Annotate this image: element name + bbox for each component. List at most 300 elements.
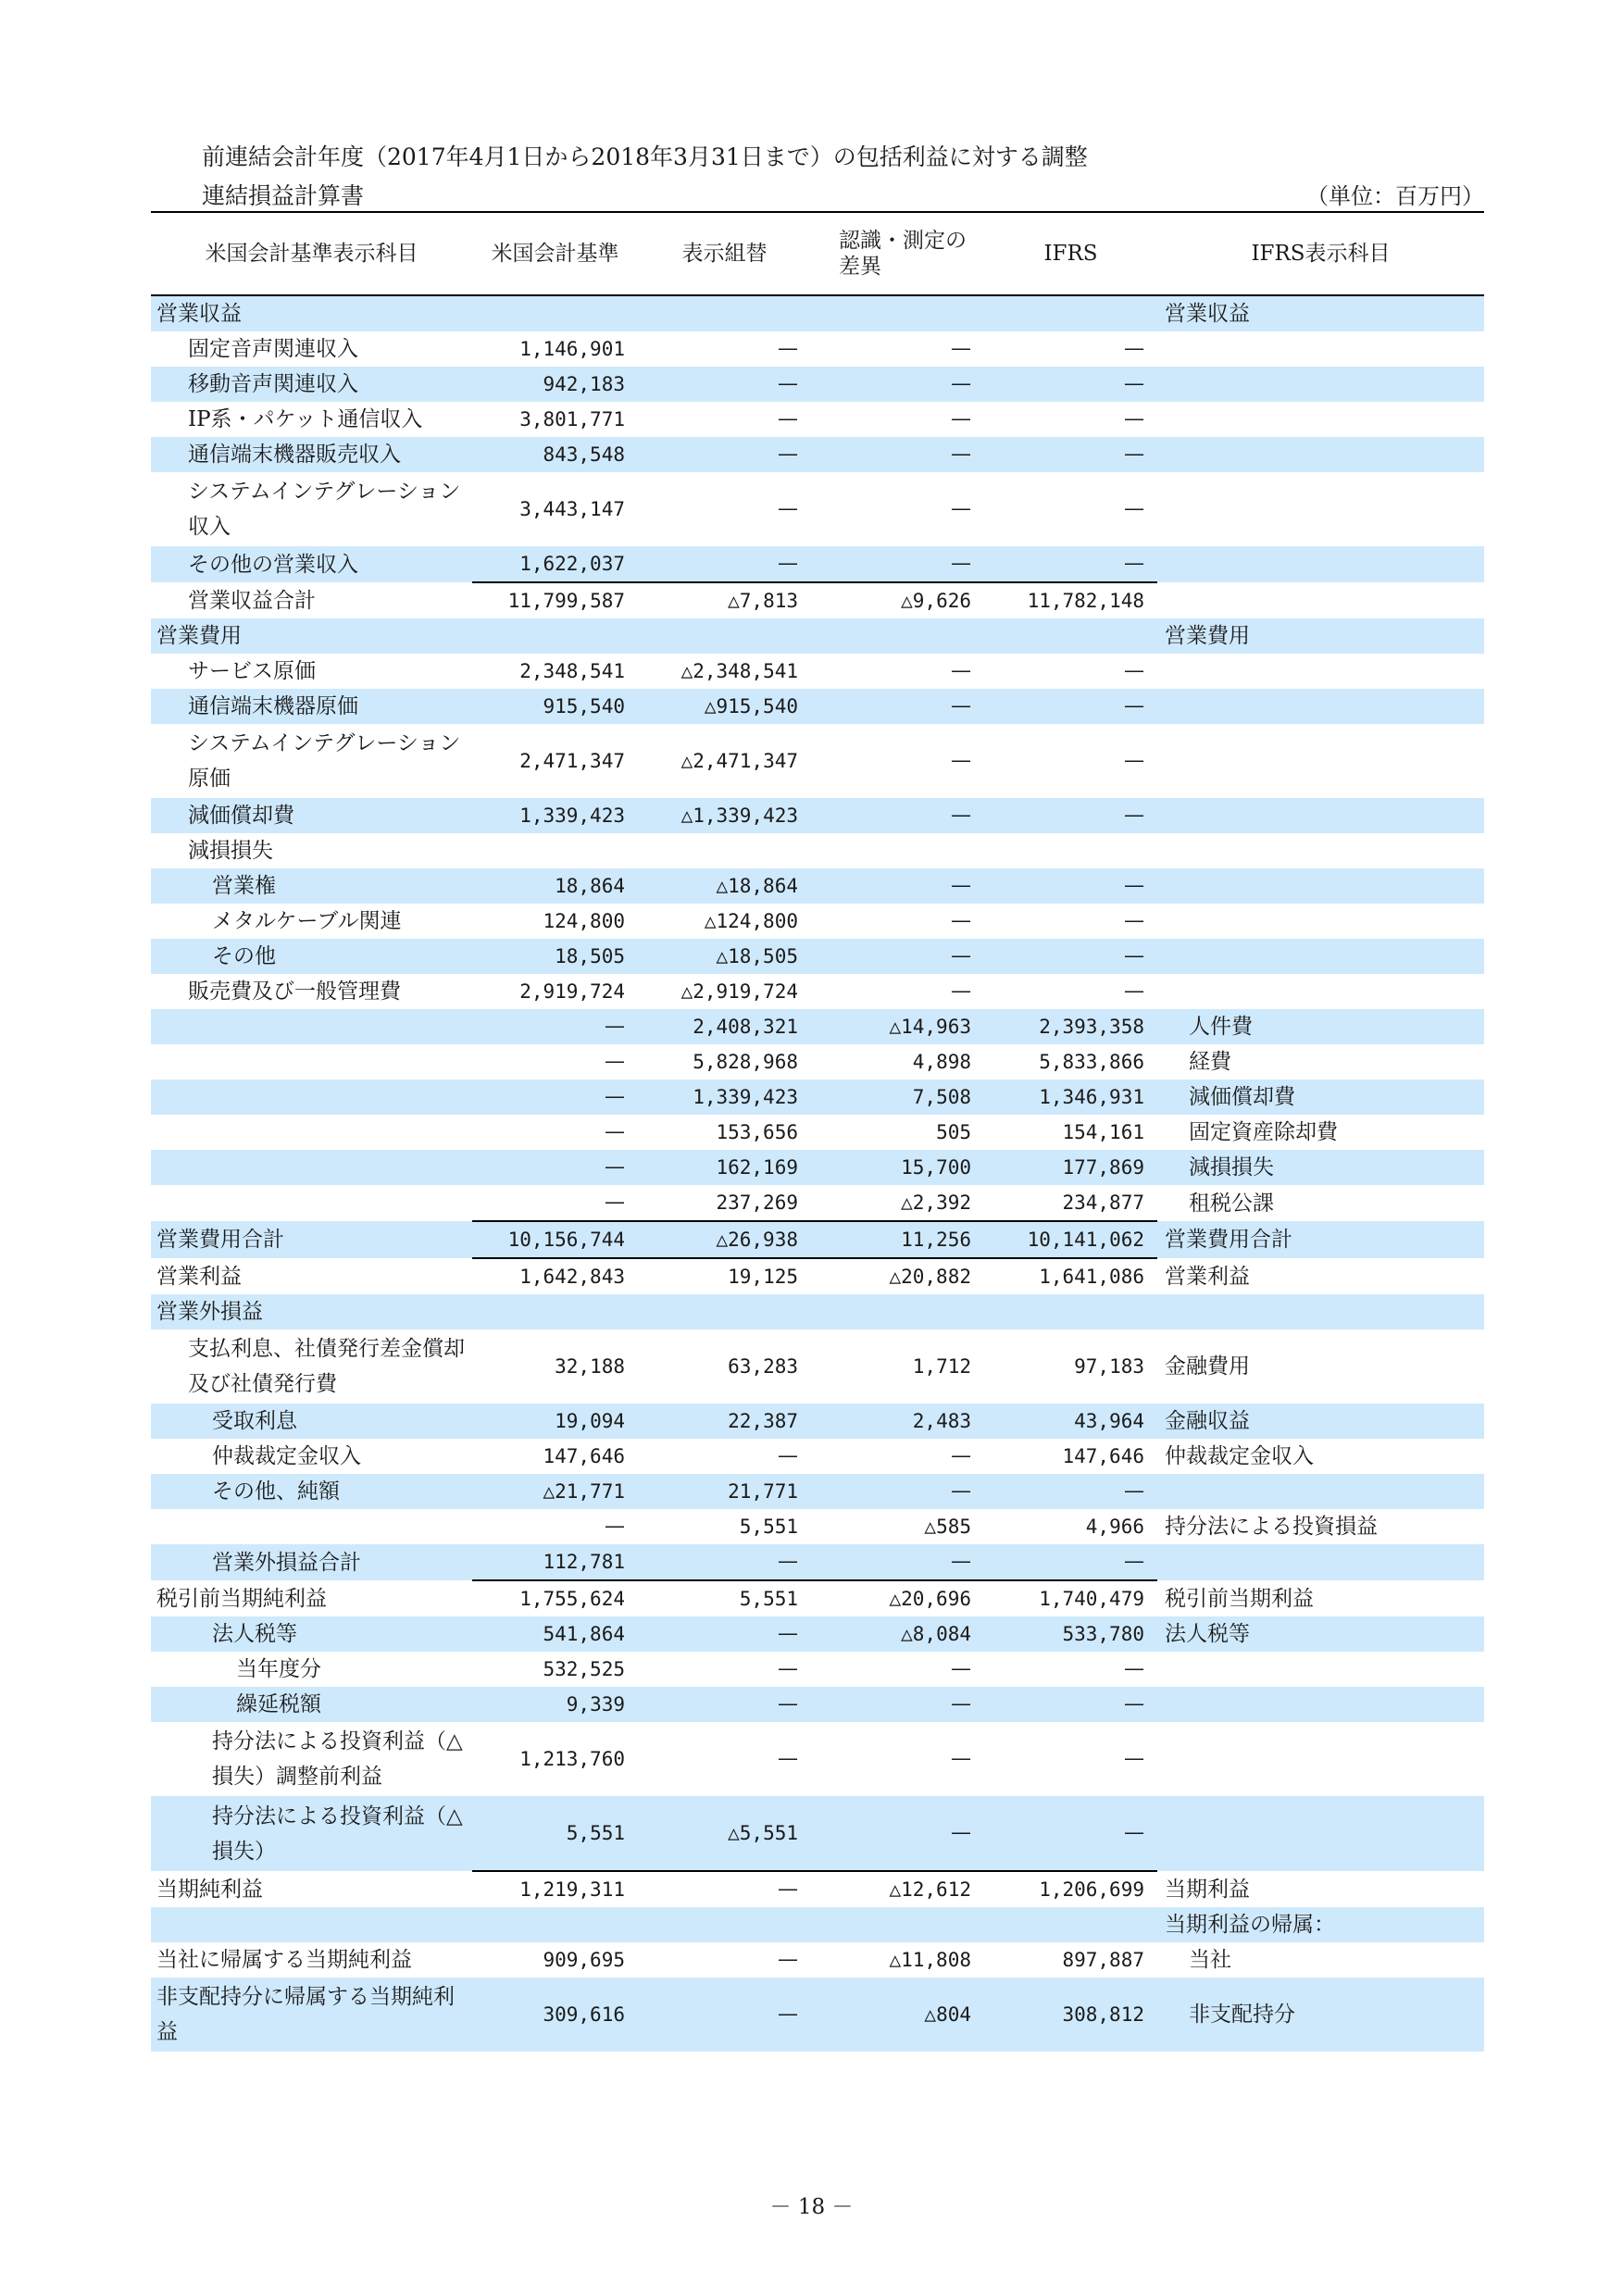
ifrs-value: 1,740,479 bbox=[984, 1580, 1157, 1616]
ifrs-value: — bbox=[984, 868, 1157, 904]
diff-value: △804 bbox=[811, 1978, 984, 2052]
row-label: 当社に帰属する当期純利益 bbox=[156, 1948, 412, 1972]
diff-value: — bbox=[951, 1747, 971, 1770]
usgaap-value: 2,471,347 bbox=[519, 750, 625, 772]
row-label bbox=[151, 1150, 472, 1185]
reclass-value bbox=[638, 295, 811, 331]
row-label: その他の営業収入 bbox=[151, 546, 472, 582]
row-label: 営業利益 bbox=[156, 1264, 242, 1289]
table-row bbox=[151, 1079, 1484, 1115]
row-label: 営業収益 bbox=[151, 295, 472, 331]
row-label: 減価償却費 bbox=[151, 798, 472, 833]
diff-value: — bbox=[951, 337, 971, 360]
ifrs-value: 234,877 bbox=[1062, 1192, 1144, 1214]
table-row bbox=[151, 904, 1484, 939]
diff-value: — bbox=[811, 437, 984, 472]
row-label: メタルケーブル関連 bbox=[212, 909, 402, 933]
ifrs-value: — bbox=[984, 1796, 1157, 1871]
usgaap-value: — bbox=[605, 1120, 625, 1143]
reclass-value: 1,339,423 bbox=[638, 1079, 811, 1115]
ifrs-value: 10,141,062 bbox=[984, 1221, 1157, 1258]
row-label bbox=[151, 1044, 472, 1079]
reclass-value bbox=[638, 618, 811, 654]
table-row bbox=[151, 1652, 1484, 1687]
ifrs-value: — bbox=[1124, 497, 1144, 520]
ifrs-value: — bbox=[1124, 1747, 1144, 1770]
diff-value: 7,508 bbox=[811, 1079, 984, 1115]
row-label bbox=[151, 1185, 472, 1221]
ifrs-label: 非支配持分 bbox=[1157, 1978, 1484, 2052]
usgaap-value: 843,548 bbox=[472, 437, 638, 472]
diff-value bbox=[811, 833, 984, 868]
usgaap-value bbox=[472, 1907, 638, 1942]
table-row bbox=[151, 472, 1484, 546]
row-label bbox=[151, 1009, 472, 1044]
row-label: 営業収益合計 bbox=[188, 588, 316, 613]
ifrs-label bbox=[1157, 833, 1484, 868]
ifrs-label bbox=[1157, 724, 1484, 798]
diff-value: 15,700 bbox=[811, 1150, 984, 1185]
ifrs-label: 仲裁裁定金収入 bbox=[1165, 1444, 1314, 1468]
reclass-value: — bbox=[778, 1948, 798, 1971]
usgaap-value: 942,183 bbox=[472, 367, 638, 402]
usgaap-value: 112,781 bbox=[472, 1544, 638, 1580]
usgaap-value: 124,800 bbox=[543, 910, 625, 932]
row-label: 支払利息、社債発行差金償却及び社債発行費 bbox=[188, 1337, 465, 1396]
row-label: システムインテグレーション原価 bbox=[188, 731, 461, 791]
page-number: － 18 － bbox=[769, 2195, 854, 2219]
row-label: 当期純利益 bbox=[156, 1877, 263, 1902]
usgaap-value: 1,146,901 bbox=[519, 338, 625, 360]
ifrs-label bbox=[1157, 904, 1484, 939]
table-row bbox=[151, 1871, 1484, 1907]
table-header-row bbox=[151, 212, 1484, 295]
diff-value: — bbox=[811, 546, 984, 582]
usgaap-value: 2,919,724 bbox=[519, 980, 625, 1003]
row-label: サービス原価 bbox=[188, 659, 316, 683]
diff-value: 505 bbox=[936, 1121, 971, 1143]
ifrs-label bbox=[1157, 1722, 1484, 1796]
row-label: 法人税等 bbox=[151, 1616, 472, 1652]
table-row bbox=[151, 868, 1484, 904]
row-label: 減損損失 bbox=[188, 839, 273, 863]
ifrs-label: 減損損失 bbox=[1157, 1150, 1484, 1185]
column-header-ifrs-item: IFRS表示科目 bbox=[1157, 212, 1484, 295]
usgaap-value: 1,339,423 bbox=[472, 798, 638, 833]
reclass-value: △124,800 bbox=[704, 910, 798, 932]
row-label: 持分法による投資利益（△損失） bbox=[151, 1796, 472, 1871]
diff-value: — bbox=[951, 497, 971, 520]
usgaap-value: 5,551 bbox=[472, 1796, 638, 1871]
ifrs-label bbox=[1157, 798, 1484, 833]
diff-value: — bbox=[811, 367, 984, 402]
row-label: 営業権 bbox=[151, 868, 472, 904]
table-row bbox=[151, 1150, 1484, 1185]
diff-value: △585 bbox=[924, 1516, 971, 1538]
usgaap-value: 147,646 bbox=[543, 1445, 625, 1467]
usgaap-value: — bbox=[605, 1191, 625, 1214]
reclass-value bbox=[638, 833, 811, 868]
ifrs-value: 1,206,699 bbox=[984, 1871, 1157, 1907]
ifrs-label bbox=[1157, 1687, 1484, 1722]
reclass-value: — bbox=[638, 1544, 811, 1580]
reclass-value: — bbox=[778, 1747, 798, 1770]
ifrs-value: — bbox=[984, 546, 1157, 582]
usgaap-value: 3,801,771 bbox=[519, 408, 625, 430]
ifrs-label: 固定資産除却費 bbox=[1189, 1120, 1338, 1144]
diff-value: 2,483 bbox=[811, 1404, 984, 1439]
usgaap-value: 915,540 bbox=[472, 689, 638, 724]
ifrs-label: 金融収益 bbox=[1157, 1404, 1484, 1439]
ifrs-value: 4,966 bbox=[1085, 1516, 1144, 1538]
reconciliation-table bbox=[151, 211, 1484, 2052]
reclass-value: 19,125 bbox=[638, 1258, 811, 1294]
diff-value: △20,882 bbox=[811, 1258, 984, 1294]
ifrs-value: — bbox=[1124, 659, 1144, 682]
row-label: 税引前当期純利益 bbox=[156, 1586, 327, 1611]
usgaap-value: — bbox=[605, 1050, 625, 1073]
table-row bbox=[151, 1329, 1484, 1404]
ifrs-label bbox=[1157, 546, 1484, 582]
column-header-usgaap: 米国会計基準 bbox=[472, 212, 638, 295]
reclass-value: △2,471,347 bbox=[680, 750, 798, 772]
ifrs-value: 533,780 bbox=[984, 1616, 1157, 1652]
ifrs-value: 154,161 bbox=[1062, 1121, 1144, 1143]
reclass-value: △2,919,724 bbox=[680, 980, 798, 1003]
column-header-usgaap-item: 米国会計基準表示科目 bbox=[151, 212, 472, 295]
ifrs-value: — bbox=[1124, 749, 1144, 772]
reclass-value bbox=[638, 1294, 811, 1329]
column-header-measurement-difference: 認識・測定の差異 bbox=[811, 212, 984, 295]
reclass-value: — bbox=[638, 367, 811, 402]
table-row bbox=[151, 1294, 1484, 1329]
table-row bbox=[151, 582, 1484, 618]
table-row bbox=[151, 1185, 1484, 1221]
unit-label: （単位：百万円） bbox=[1306, 183, 1484, 209]
diff-value: — bbox=[811, 939, 984, 974]
table-row bbox=[151, 654, 1484, 689]
usgaap-value: 309,616 bbox=[472, 1978, 638, 2052]
ifrs-label: 租税公課 bbox=[1189, 1191, 1274, 1216]
diff-value: — bbox=[951, 1444, 971, 1467]
ifrs-label bbox=[1157, 582, 1484, 618]
table-row bbox=[151, 1796, 1484, 1871]
usgaap-value: 541,864 bbox=[472, 1616, 638, 1652]
row-label: 営業外損益合計 bbox=[151, 1544, 472, 1580]
diff-value: △12,612 bbox=[811, 1871, 984, 1907]
diff-value: — bbox=[951, 980, 971, 1003]
usgaap-value: 18,864 bbox=[472, 868, 638, 904]
usgaap-value: 3,443,147 bbox=[519, 498, 625, 520]
usgaap-value: 32,188 bbox=[555, 1355, 625, 1378]
table-row bbox=[151, 437, 1484, 472]
ifrs-value: 11,782,148 bbox=[984, 582, 1157, 618]
diff-value: — bbox=[951, 659, 971, 682]
ifrs-value bbox=[984, 1907, 1157, 1942]
ifrs-label bbox=[1157, 331, 1484, 367]
diff-value: — bbox=[811, 1796, 984, 1871]
ifrs-value: — bbox=[1124, 980, 1144, 1003]
ifrs-label bbox=[1157, 1294, 1484, 1329]
table-row bbox=[151, 1221, 1484, 1258]
table-row bbox=[151, 1509, 1484, 1544]
reclass-value: △18,864 bbox=[638, 868, 811, 904]
usgaap-value: 11,799,587 bbox=[472, 582, 638, 618]
table-row bbox=[151, 1942, 1484, 1978]
reclass-value: — bbox=[778, 497, 798, 520]
ifrs-label bbox=[1157, 654, 1484, 689]
ifrs-label bbox=[1157, 472, 1484, 546]
ifrs-label: 税引前当期利益 bbox=[1165, 1586, 1314, 1611]
table-row bbox=[151, 689, 1484, 724]
page-heading: 前連結会計年度（2017年4月1日から2018年3月31日まで）の包括利益に対する調整 bbox=[202, 144, 1088, 170]
reclass-value: △5,551 bbox=[638, 1796, 811, 1871]
ifrs-label: 当社 bbox=[1189, 1948, 1231, 1972]
statement-subtitle: 連結損益計算書 bbox=[202, 182, 365, 209]
row-label bbox=[151, 1509, 472, 1544]
table-row bbox=[151, 402, 1484, 437]
diff-value: △2,392 bbox=[901, 1192, 971, 1214]
ifrs-value: 308,812 bbox=[984, 1978, 1157, 2052]
ifrs-label: 当期利益の帰属： bbox=[1157, 1907, 1484, 1942]
ifrs-label bbox=[1157, 689, 1484, 724]
table-row bbox=[151, 1115, 1484, 1150]
diff-value: — bbox=[951, 749, 971, 772]
reclass-value: △915,540 bbox=[638, 689, 811, 724]
usgaap-value: — bbox=[472, 1150, 638, 1185]
ifrs-value: 5,833,866 bbox=[1039, 1051, 1144, 1073]
reclass-value: △7,813 bbox=[638, 582, 811, 618]
table-row bbox=[151, 1544, 1484, 1580]
diff-value: △8,084 bbox=[811, 1616, 984, 1652]
ifrs-value: — bbox=[1124, 909, 1144, 932]
reclass-value: 153,656 bbox=[716, 1121, 798, 1143]
usgaap-value: △21,771 bbox=[472, 1474, 638, 1509]
diff-value bbox=[811, 295, 984, 331]
ifrs-value: — bbox=[984, 798, 1157, 833]
row-label: 固定音声関連収入 bbox=[188, 337, 358, 361]
table-row bbox=[151, 1616, 1484, 1652]
ifrs-label: 営業費用合計 bbox=[1157, 1221, 1484, 1258]
table-row bbox=[151, 1404, 1484, 1439]
ifrs-value: — bbox=[984, 1474, 1157, 1509]
usgaap-value bbox=[472, 618, 638, 654]
ifrs-label: 持分法による投資損益 bbox=[1165, 1515, 1378, 1539]
ifrs-value bbox=[984, 833, 1157, 868]
row-label bbox=[151, 1079, 472, 1115]
usgaap-value: 1,219,311 bbox=[472, 1871, 638, 1907]
row-label: 通信端末機器販売収入 bbox=[151, 437, 472, 472]
ifrs-value bbox=[984, 295, 1157, 331]
reclass-value: — bbox=[638, 1978, 811, 2052]
reclass-value: — bbox=[638, 1687, 811, 1722]
reclass-value: 2,408,321 bbox=[638, 1009, 811, 1044]
reclass-value: — bbox=[778, 337, 798, 360]
ifrs-label bbox=[1157, 367, 1484, 402]
diff-value: △11,808 bbox=[889, 1949, 971, 1971]
usgaap-value: 1,755,624 bbox=[472, 1580, 638, 1616]
reclass-value: 162,169 bbox=[638, 1150, 811, 1185]
diff-value: — bbox=[951, 407, 971, 430]
table-row bbox=[151, 1687, 1484, 1722]
ifrs-value: 897,887 bbox=[1062, 1949, 1144, 1971]
diff-value bbox=[811, 1294, 984, 1329]
usgaap-value bbox=[472, 295, 638, 331]
ifrs-label bbox=[1157, 402, 1484, 437]
table-row bbox=[151, 724, 1484, 798]
row-label: 非支配持分に帰属する当期純利益 bbox=[151, 1978, 472, 2052]
table-row bbox=[151, 974, 1484, 1009]
table-row bbox=[151, 1722, 1484, 1796]
table-row bbox=[151, 798, 1484, 833]
ifrs-label bbox=[1157, 974, 1484, 1009]
row-label: その他、純額 bbox=[151, 1474, 472, 1509]
usgaap-value: 2,348,541 bbox=[519, 660, 625, 682]
usgaap-value: 1,213,760 bbox=[519, 1748, 625, 1770]
diff-value: 11,256 bbox=[811, 1221, 984, 1258]
ifrs-label bbox=[1157, 1474, 1484, 1509]
ifrs-value bbox=[984, 1294, 1157, 1329]
row-label: 移動音声関連収入 bbox=[151, 367, 472, 402]
usgaap-value: 18,505 bbox=[472, 939, 638, 974]
column-header-ifrs: IFRS bbox=[984, 212, 1157, 295]
usgaap-value bbox=[472, 833, 638, 868]
reclass-value: △26,938 bbox=[638, 1221, 811, 1258]
diff-value: △20,696 bbox=[811, 1580, 984, 1616]
usgaap-value: 909,695 bbox=[543, 1949, 625, 1971]
table-row bbox=[151, 833, 1484, 868]
diff-value: — bbox=[951, 909, 971, 932]
reclass-value: 5,828,968 bbox=[693, 1051, 798, 1073]
reclass-value: 237,269 bbox=[716, 1192, 798, 1214]
ifrs-label: 金融費用 bbox=[1165, 1354, 1250, 1379]
reclass-value: 63,283 bbox=[728, 1355, 798, 1378]
ifrs-label: 人件費 bbox=[1157, 1009, 1484, 1044]
reclass-value: — bbox=[638, 437, 811, 472]
ifrs-label: 当期利益 bbox=[1165, 1877, 1250, 1902]
ifrs-label: 営業利益 bbox=[1165, 1264, 1250, 1289]
ifrs-value: — bbox=[1124, 337, 1144, 360]
ifrs-label bbox=[1157, 437, 1484, 472]
reclass-value: — bbox=[638, 1616, 811, 1652]
table-row bbox=[151, 331, 1484, 367]
diff-value: — bbox=[951, 1657, 971, 1680]
table-row bbox=[151, 939, 1484, 974]
reclass-value: — bbox=[778, 1444, 798, 1467]
diff-value: △9,626 bbox=[811, 582, 984, 618]
diff-value: 4,898 bbox=[912, 1051, 971, 1073]
ifrs-value: — bbox=[984, 1544, 1157, 1580]
diff-value: △14,963 bbox=[811, 1009, 984, 1044]
row-label: 営業外損益 bbox=[151, 1294, 472, 1329]
ifrs-value: 1,346,931 bbox=[984, 1079, 1157, 1115]
row-label: 持分法による投資利益（△損失）調整前利益 bbox=[212, 1729, 463, 1789]
reclass-value: — bbox=[638, 1871, 811, 1907]
diff-value bbox=[811, 1907, 984, 1942]
row-label: 営業費用 bbox=[151, 618, 472, 654]
diff-value: — bbox=[811, 689, 984, 724]
reclass-value: — bbox=[778, 1657, 798, 1680]
reclass-value: 22,387 bbox=[638, 1404, 811, 1439]
row-label: 販売費及び一般管理費 bbox=[188, 980, 401, 1004]
diff-value: — bbox=[811, 1544, 984, 1580]
row-label bbox=[151, 1115, 472, 1150]
ifrs-label bbox=[1157, 1544, 1484, 1580]
ifrs-label: 経費 bbox=[1189, 1050, 1231, 1074]
ifrs-value bbox=[984, 618, 1157, 654]
usgaap-value bbox=[472, 1294, 638, 1329]
row-label: 営業費用合計 bbox=[151, 1221, 472, 1258]
ifrs-value: 97,183 bbox=[1074, 1355, 1144, 1378]
table-row bbox=[151, 618, 1484, 654]
ifrs-value: — bbox=[1124, 1657, 1144, 1680]
ifrs-value: 147,646 bbox=[1062, 1445, 1144, 1467]
row-label: その他 bbox=[151, 939, 472, 974]
table-row bbox=[151, 1439, 1484, 1474]
usgaap-value: — bbox=[472, 1079, 638, 1115]
table-row bbox=[151, 1907, 1484, 1942]
ifrs-label bbox=[1157, 1796, 1484, 1871]
table-row bbox=[151, 1009, 1484, 1044]
row-label: システムインテグレーション収入 bbox=[188, 480, 461, 539]
row-label: 繰延税額 bbox=[151, 1687, 472, 1722]
ifrs-label: 営業収益 bbox=[1157, 295, 1484, 331]
table-body bbox=[151, 295, 1484, 2052]
usgaap-value: 19,094 bbox=[472, 1404, 638, 1439]
row-label: 仲裁裁定金収入 bbox=[212, 1444, 361, 1468]
usgaap-value: 9,339 bbox=[472, 1687, 638, 1722]
table-row bbox=[151, 546, 1484, 582]
diff-value: — bbox=[811, 868, 984, 904]
ifrs-label: 法人税等 bbox=[1157, 1616, 1484, 1652]
table-row bbox=[151, 1258, 1484, 1294]
table-row bbox=[151, 1044, 1484, 1079]
table-row bbox=[151, 295, 1484, 331]
reclass-value: — bbox=[778, 407, 798, 430]
usgaap-value: 10,156,744 bbox=[472, 1221, 638, 1258]
row-label: 通信端末機器原価 bbox=[151, 689, 472, 724]
reclass-value bbox=[638, 1907, 811, 1942]
usgaap-value: 1,622,037 bbox=[472, 546, 638, 582]
diff-value: — bbox=[811, 1687, 984, 1722]
ifrs-value: — bbox=[1124, 407, 1144, 430]
ifrs-label: 減価償却費 bbox=[1157, 1079, 1484, 1115]
usgaap-value: — bbox=[472, 1009, 638, 1044]
ifrs-value: 1,641,086 bbox=[984, 1258, 1157, 1294]
ifrs-value: 177,869 bbox=[984, 1150, 1157, 1185]
ifrs-value: — bbox=[984, 939, 1157, 974]
reclass-value: 21,771 bbox=[638, 1474, 811, 1509]
reclass-value: 5,551 bbox=[739, 1516, 798, 1538]
reclass-value: △18,505 bbox=[638, 939, 811, 974]
ifrs-label: 営業費用 bbox=[1157, 618, 1484, 654]
ifrs-label bbox=[1157, 1652, 1484, 1687]
table-row bbox=[151, 1474, 1484, 1509]
ifrs-value: — bbox=[984, 689, 1157, 724]
table-row bbox=[151, 1978, 1484, 2052]
ifrs-label bbox=[1157, 868, 1484, 904]
ifrs-value: — bbox=[984, 367, 1157, 402]
usgaap-value: 1,642,843 bbox=[472, 1258, 638, 1294]
ifrs-value: 43,964 bbox=[984, 1404, 1157, 1439]
reclass-value: 5,551 bbox=[638, 1580, 811, 1616]
row-label: IP系・パケット通信収入 bbox=[188, 407, 423, 431]
table-row bbox=[151, 367, 1484, 402]
ifrs-label bbox=[1157, 939, 1484, 974]
row-label bbox=[151, 1907, 472, 1942]
reclass-value: △1,339,423 bbox=[638, 798, 811, 833]
row-label: 当年度分 bbox=[236, 1657, 321, 1681]
